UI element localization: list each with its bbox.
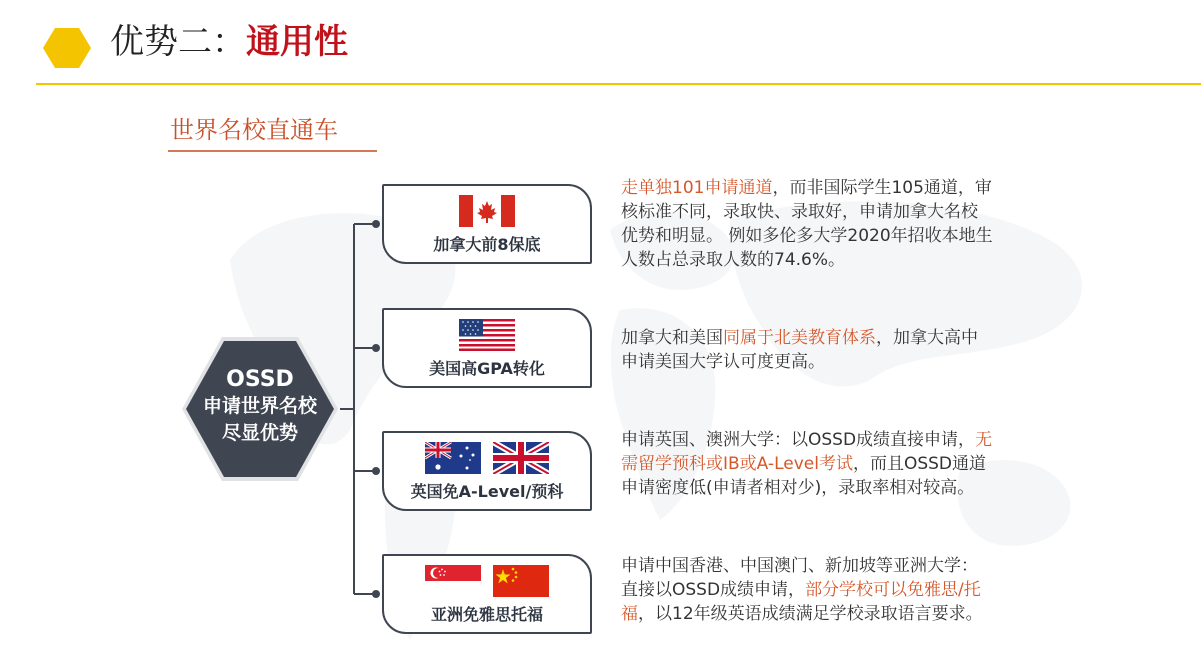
desc-text: ，加拿大高中申请美国大学认可度更高。 xyxy=(621,328,978,372)
section-subtitle: 世界名校直通车 xyxy=(170,116,338,144)
title-emphasis: 通用性 xyxy=(246,22,348,62)
australia-flag-icon xyxy=(425,442,481,474)
usa-flag-icon xyxy=(459,319,515,351)
route-box-asia xyxy=(382,554,592,634)
route-box-usa xyxy=(382,308,592,388)
desc-highlight: 部分学校可以免雅思/托福 xyxy=(621,580,981,624)
desc-text: ，而且OSSD通道申请密度低(申请者相对少)，录取率相对较高。 xyxy=(621,454,987,498)
canada-flag-icon xyxy=(459,195,515,227)
china-flag-icon xyxy=(493,565,549,597)
connector-dot xyxy=(372,590,380,598)
route-box-canada xyxy=(382,184,592,264)
connector-dot xyxy=(372,220,380,228)
desc-text: ，以12年级英语成绩满足学校录取语言要求。 xyxy=(638,604,983,624)
connector-dot xyxy=(372,467,380,475)
desc-highlight: 走单独101申请通道 xyxy=(621,178,773,198)
route-label-uk-australia: 英国免A-Level/预科 xyxy=(410,482,564,501)
singapore-flag-icon xyxy=(425,565,481,597)
route-description-asia xyxy=(621,554,993,626)
route-description-usa xyxy=(621,326,993,374)
ossd-hub-text xyxy=(180,366,340,447)
route-label-canada: 加拿大前8保底 xyxy=(433,235,541,254)
connector-dot xyxy=(372,344,380,352)
uk-flag-icon xyxy=(493,442,549,474)
desc-text: 加拿大和美国 xyxy=(621,328,723,348)
desc-highlight: 同属于北美教育体系 xyxy=(723,328,876,348)
desc-text: 申请中国香港、中国澳门、新加坡等亚洲大学：直接以OSSD成绩申请， xyxy=(621,556,978,600)
route-label-asia: 亚洲免雅思托福 xyxy=(430,605,543,624)
desc-text: ，而非国际学生105通道，审核标准不同，录取快、录取好，申请加拿大名校优势和明显。 例如多伦多大学2020年招收本地生人数占总录取人数的74.6%。 xyxy=(621,178,993,270)
desc-text: 申请英国、澳洲大学：以OSSD成绩直接申请， xyxy=(621,430,976,450)
hub-line-ossd: OSSD xyxy=(226,367,294,392)
route-label-usa: 美国高GPA转化 xyxy=(429,359,545,378)
hub-line-advantage: 尽显优势 xyxy=(221,422,298,444)
route-description-canada xyxy=(621,176,993,272)
route-description-uk-australia xyxy=(621,428,993,500)
title-prefix: 优势二： xyxy=(110,22,246,62)
route-box-uk-australia xyxy=(382,431,592,511)
hub-line-apply: 申请世界名校 xyxy=(202,395,317,417)
desc-highlight: 无需留学预科或IB或A-Level考试 xyxy=(621,430,993,474)
